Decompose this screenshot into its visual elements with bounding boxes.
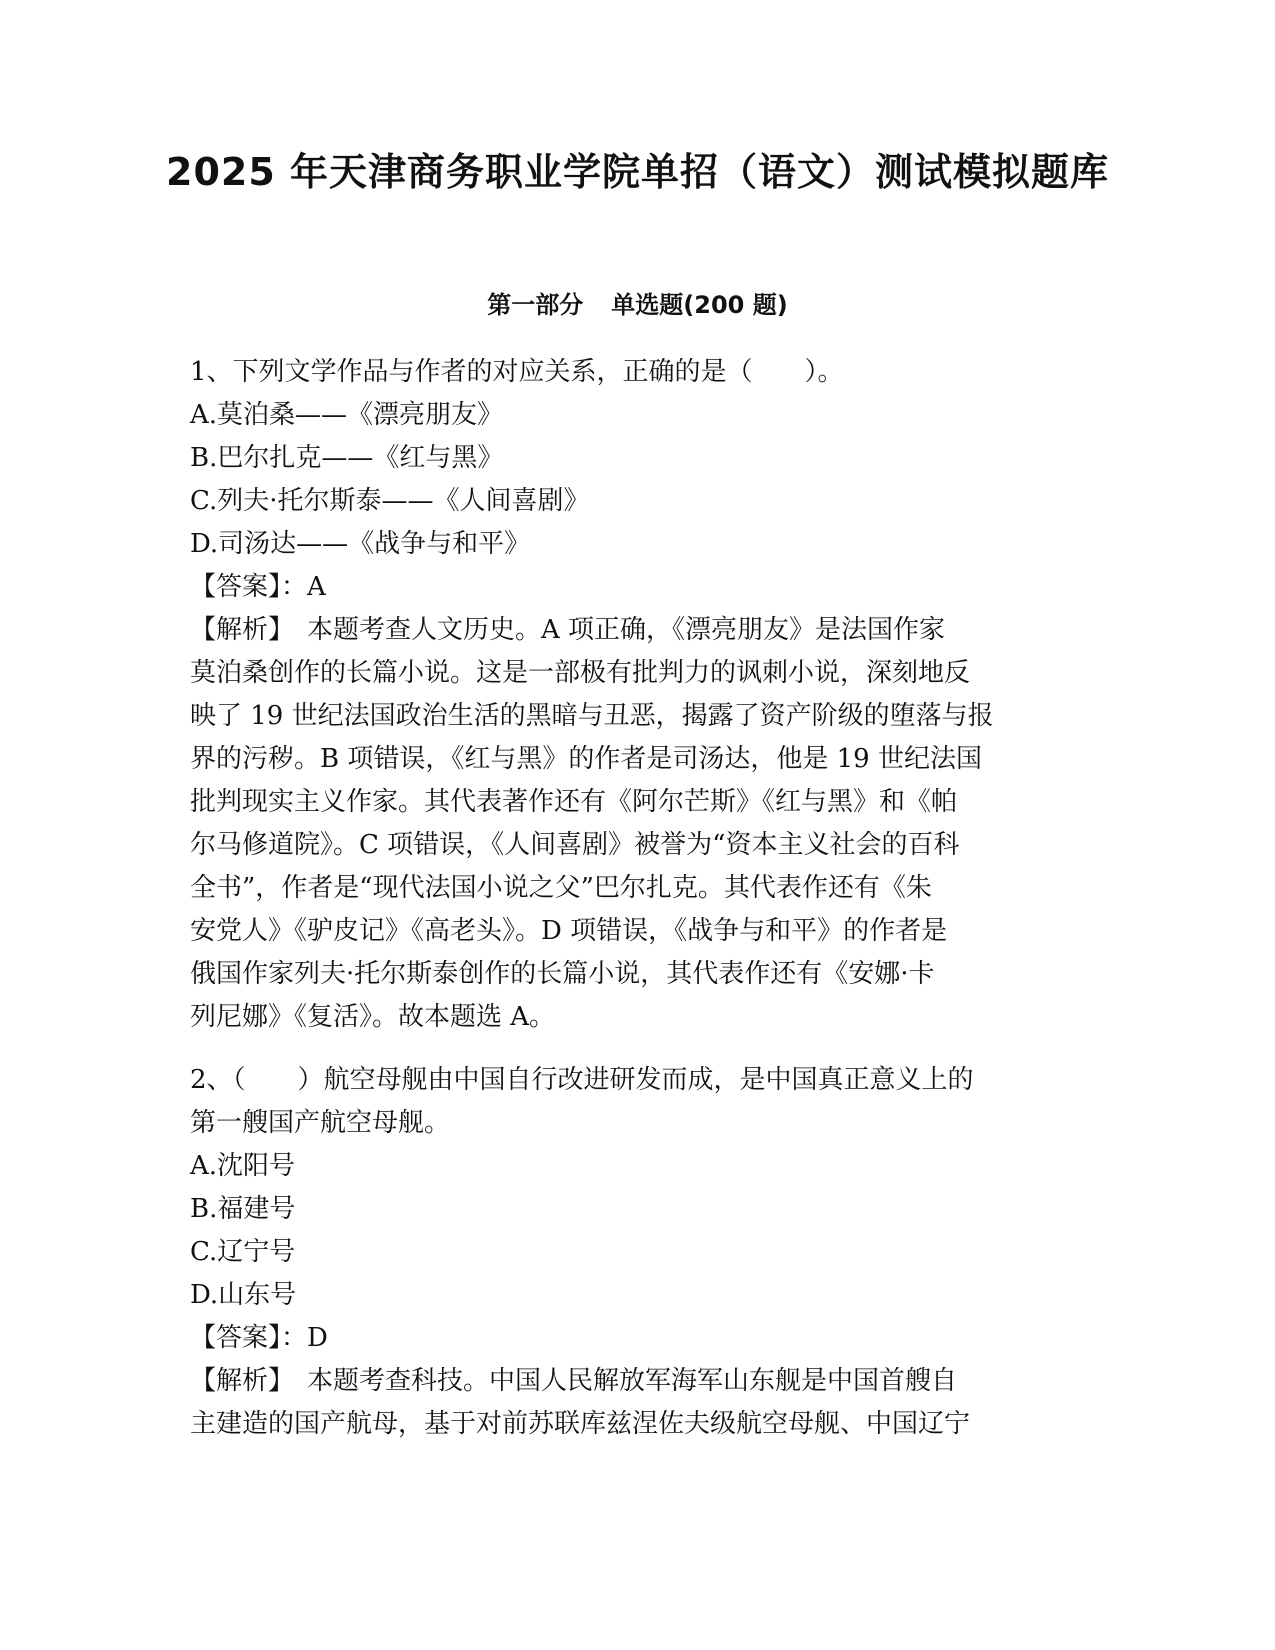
option-a: A.莫泊桑——《漂亮朋友》: [190, 400, 504, 430]
analysis-line: 尔马修道院》。C 项错误，《人间喜剧》被誉为“资本主义社会的百科: [190, 830, 960, 860]
analysis-line: 俄国作家列夫·托尔斯泰创作的长篇小说，其代表作还有《安娜·卡: [190, 959, 935, 989]
option-c: C.辽宁号: [190, 1237, 296, 1267]
section-heading: [0, 288, 1275, 322]
option-b: B.福建号: [190, 1194, 296, 1224]
analysis-line: 界的污秽。B 项错误，《红与黑》的作者是司汤达，他是 19 世纪法国: [190, 744, 982, 774]
question-block: [190, 351, 1090, 1039]
question-block: [190, 1059, 1090, 1446]
option-a: A.沈阳号: [190, 1151, 296, 1181]
document-title: 2025 年天津商务职业学院单招（语文）测试模拟题库: [166, 150, 1109, 194]
analysis-line: 【解析】 本题考查科技。中国人民解放军海军山东舰是中国首艘自: [190, 1366, 958, 1396]
question-list: [190, 351, 1090, 1446]
option-c: C.列夫·托尔斯泰——《人间喜剧》: [190, 486, 590, 516]
answer-line: 【答案】：D: [190, 1323, 328, 1353]
section-label: 第一部分: [487, 291, 584, 319]
section-name: 单选题(200 题): [611, 291, 788, 319]
option-d: D.山东号: [190, 1280, 297, 1310]
analysis-line: 列尼娜》《复活》。故本题选 A。: [190, 1002, 556, 1032]
analysis-line: 主建造的国产航母，基于对前苏联库兹涅佐夫级航空母舰、中国辽宁: [190, 1409, 971, 1439]
analysis-line: 【解析】 本题考查人文历史。A 项正确，《漂亮朋友》是法国作家: [190, 615, 946, 645]
question-stem: 2、（ ）航空母舰由中国自行改进研发而成，是中国真正意义上的: [190, 1065, 974, 1095]
analysis-line: 莫泊桑创作的长篇小说。这是一部极有批判力的讽刺小说，深刻地反: [190, 658, 971, 688]
analysis-line: 全书”，作者是“现代法国小说之父”巴尔扎克。其代表作还有《朱: [190, 873, 932, 903]
question-stem: 第一艘国产航空母舰。: [190, 1108, 451, 1138]
option-b: B.巴尔扎克——《红与黑》: [190, 443, 504, 473]
answer-line: 【答案】：A: [190, 572, 326, 602]
option-d: D.司汤达——《战争与和平》: [190, 529, 531, 559]
analysis-line: 映了 19 世纪法国政治生活的黑暗与丑恶，揭露了资产阶级的堕落与报: [190, 701, 994, 731]
question-spacer: [190, 1039, 1090, 1059]
analysis-line: 批判现实主义作家。其代表著作还有《阿尔芒斯》《红与黑》和《帕: [190, 787, 958, 817]
question-stem: 1、下列文学作品与作者的对应关系，正确的是（ ）。: [190, 357, 844, 387]
analysis-line: 安党人》《驴皮记》《高老头》。D 项错误，《战争与和平》的作者是: [190, 916, 948, 946]
